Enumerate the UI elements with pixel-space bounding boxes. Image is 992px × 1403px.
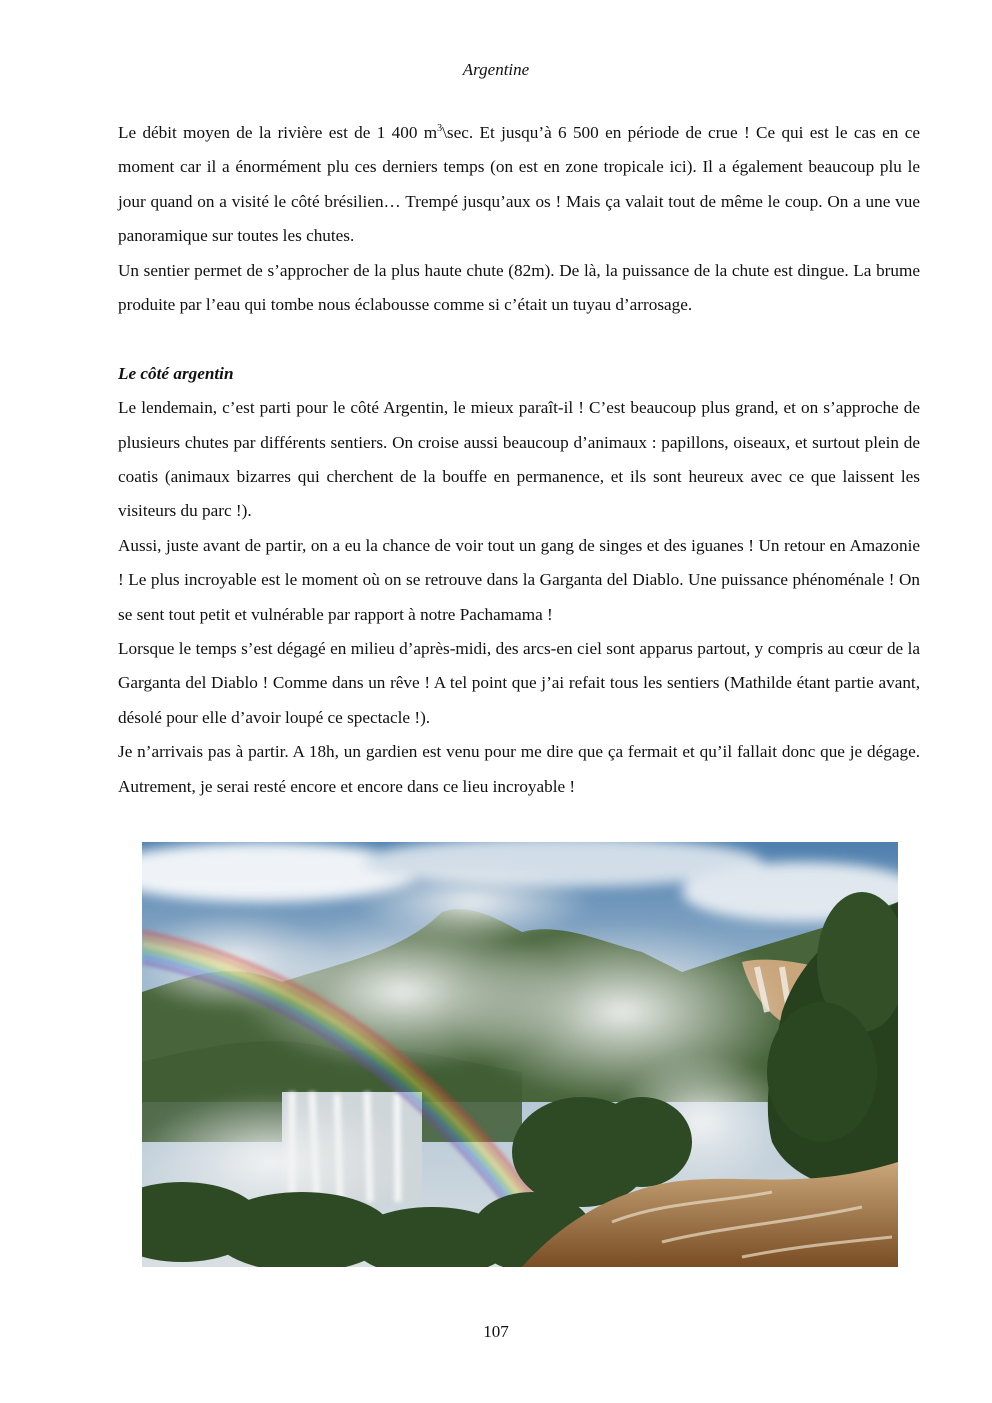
superscript-cubic: 3 [437,123,443,134]
paragraph-monkeys-iguanas: Aussi, juste avant de partir, on a eu la chance de voir tout un gang de singes et des iguanes ! Un retour en Amazonie ! Le plus incroyable est le moment où on se retrouve dans la Garganta del Diablo. Une puissance phénoménale ! On se sent tout petit et vulnérable par rapport à notre Pachamama ! [118,535,920,624]
waterfall-rainbow-photo [142,842,898,1267]
paragraph-rainbows: Lorsque le temps s’est dégagé en milieu d’après-midi, des arcs-en ciel sont apparus partout, y compris au cœur de la Garganta del Diablo ! Comme dans un rêve ! A tel point que j’ai refait tous les sentiers (Mathilde étant partie avant, désolé pour elle d’avoir loupé ce spectacle !). [118,639,920,727]
paragraph-river-flow-start: Le débit moyen de la rivière est de 1 400 m [118,123,438,142]
paragraph-river-flow-end: \sec. Et jusqu’à 6 500 en période de crue ! Ce qui est le cas en ce moment car il a énormément plu ces derniers temps (on est en zone tropicale ici). Il a également beaucoup plu le jour quand on a visité le côté brésilien… Trempé jusqu’aux os ! Mais ça valait tout de même le coup. On a une vue panoramique sur toutes les chutes. [118,123,920,246]
paragraph-highest-fall: Un sentier permet de s’approcher de la plus haute chute (82m). De là, la puissance de la chute est dingue. La brume produite par l’eau qui tombe nous éclabousse comme si c’était un tuyau d’arrosage. [118,260,920,315]
page-number: 107 [483,1322,509,1341]
paragraph-closing-time: Je n’arrivais pas à partir. A 18h, un gardien est venu pour me dire que ça fermait et qu’il fallait donc que je dégage. Autrement, je serai resté encore et encore dans ce lieu incroyable ! [118,742,920,796]
body-text [118,116,920,804]
paragraph-river-flow [118,116,920,254]
running-header: Argentine [462,60,530,79]
paragraph-argentine-side: Le lendemain, c’est parti pour le côté Argentin, le mieux paraît-il ! C’est beaucoup plus grand, et on s’approche de plusieurs chutes par différents sentiers. On croise aussi beaucoup d’animaux : papillons, oiseaux, et surtout plein de coatis (animaux bizarres qui cherchent de la bouffe en permanence, et ils sont heureux avec ce que laissent les visiteurs du parc !). [118,398,920,521]
section-title: Le côté argentin [118,363,234,383]
